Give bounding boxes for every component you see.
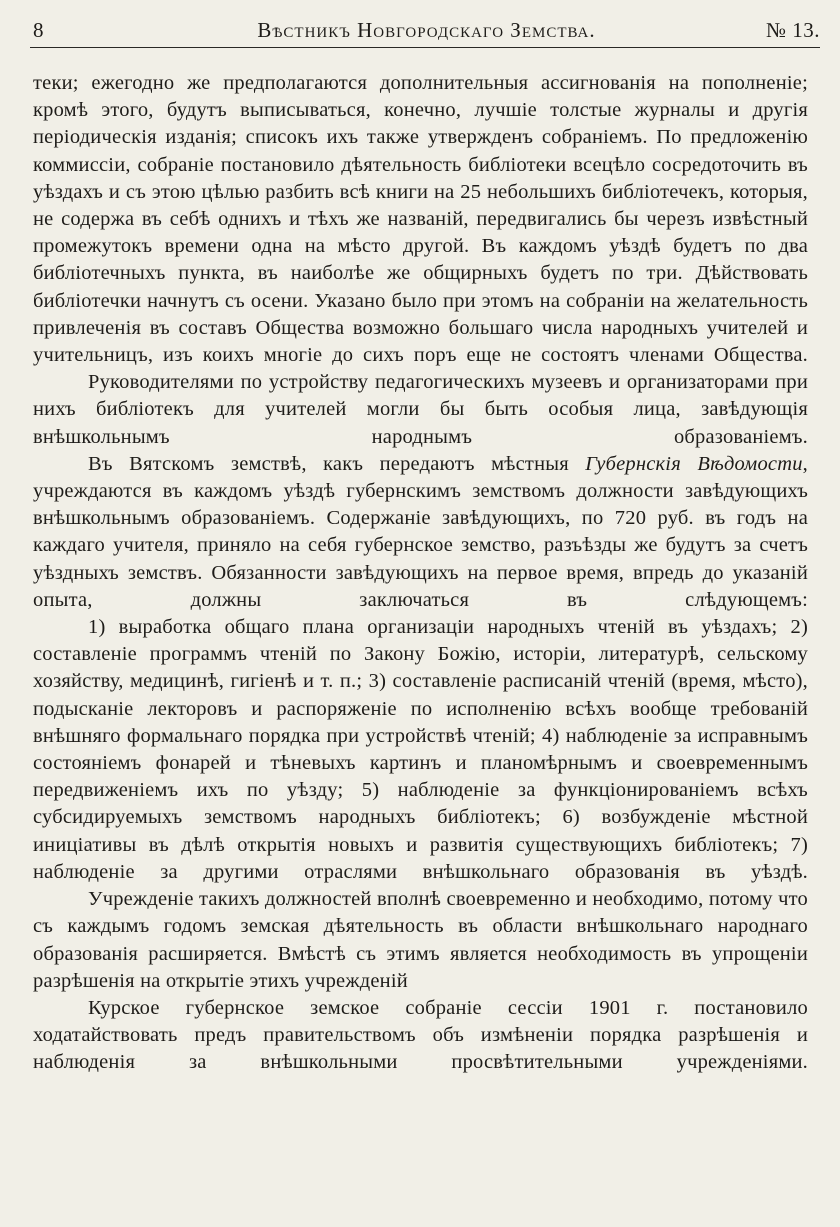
paragraph-2: Руководителями по устройству педагогическихъ музеевъ и организаторами при нихъ библіотекъ для учителей могли бы быть особыя лица, завѣдующія внѣшкольнымъ народнымъ образованіемъ. [33,371,808,448]
journal-title: Вѣстникъ Новгородскаго Земства. [257,18,596,42]
newspaper-title: Губернскія Вѣдомости [585,452,803,475]
paragraph-4-duties-list: 1) выработка общаго плана организаціи народныхъ чтеній въ уѣздахъ; 2) составленіе программъ чтеній по Закону Божію, исторіи, литературѣ, сельскому хозяйству, медицинѣ, гигіенѣ и т. п.; 3) составленіе расписаній чтеній (время, мѣсто), подысканіе лекторовъ и распоряженіе по исполненію всѣхъ вообще требованій внѣшняго формальнаго порядка при устройствѣ чтеній; 4) наблюденіе за исправнымъ состояніемъ фонарей и тѣневыхъ картинъ и планомѣрнымъ и своевременнымъ передвиженіемъ ихъ по уѣзду; 5) наблюденіе за функціонированіемъ всѣхъ субсидируемыхъ земствомъ народныхъ библіотекъ; 6) возбужденіе мѣстной иниціативы въ дѣлѣ открытія новыхъ и развитія существующихъ библіотекъ; 7) наблюденіе за другими отраслями внѣшкольнаго образованія въ уѣздѣ. [33,616,808,883]
paragraph-5: Учрежденіе такихъ должностей вполнѣ своевременно и необходимо, потому что съ каждымъ годомъ земская дѣятельность въ области внѣшкольнаго народнаго образованія расширяется. Вмѣстѣ съ этимъ является необходимость въ упрощеніи разрѣшенія на открытіе этихъ учрежденій [33,888,808,992]
issue-number: № 13. [765,18,820,42]
paragraph-3 [33,451,808,614]
running-header [33,18,820,48]
paragraph-6: Курское губернское земское собраніе сессіи 1901 г. постановило ходатайствовать предъ правительствомъ объ измѣненіи порядка разрѣшенія и наблюденія за внѣшкольными просвѣтительными учрежденіями. [33,996,808,1074]
paragraph-3-rest: , учреждаются въ каждомъ уѣздѣ губернскимъ земствомъ должности завѣдующихъ внѣшкольнымъ образованіемъ. Содержаніе завѣдующихъ, по 720 руб. въ годъ на каждаго учителя, приняло на себя губернское земство, разъѣзды же будутъ за счетъ уѣздныхъ земствъ. Обязанности завѣдующихъ на первое время, впредь до указаній опыта, должны заключаться въ слѣдующемъ: [33,452,808,611]
page-number: 8 [33,18,44,42]
paragraph-3-lead: Въ Вятскомъ земствѣ, какъ передаютъ мѣстныя [88,452,586,475]
paragraph-1: теки; ежегодно же предполагаются дополнительныя ассигнованія на пополненіе; кромѣ этого, будутъ выписываться, конечно, лучшіе толстые журналы и другія періодическія изданія; списокъ ихъ также утвержденъ собраніемъ. По предложенію коммиссіи, собраніе постановило дѣятельность библіотеки всецѣло сосредоточить въ уѣздахъ и съ этою цѣлью разбить всѣ книги на 25 небольшихъ библіотечекъ, которыя, не содержа въ себѣ однихъ и тѣхъ же названій, передвигались бы черезъ извѣстный промежутокъ времени одна на мѣсто другой. Въ каждомъ уѣздѣ будетъ по два библіотечныхъ пункта, въ наиболѣе же общирныхъ будетъ по три. Дѣйствовать библіотечки начнутъ съ осени. Указано было при этомъ на собраніи на желательность привлеченія въ составъ Общества возможно большаго числа народныхъ учителей и учительницъ, изъ коихъ многіе до сихъ поръ еще не состоятъ членами Общества. [33,72,808,367]
header-rule [30,47,820,48]
article-body [33,70,808,1077]
